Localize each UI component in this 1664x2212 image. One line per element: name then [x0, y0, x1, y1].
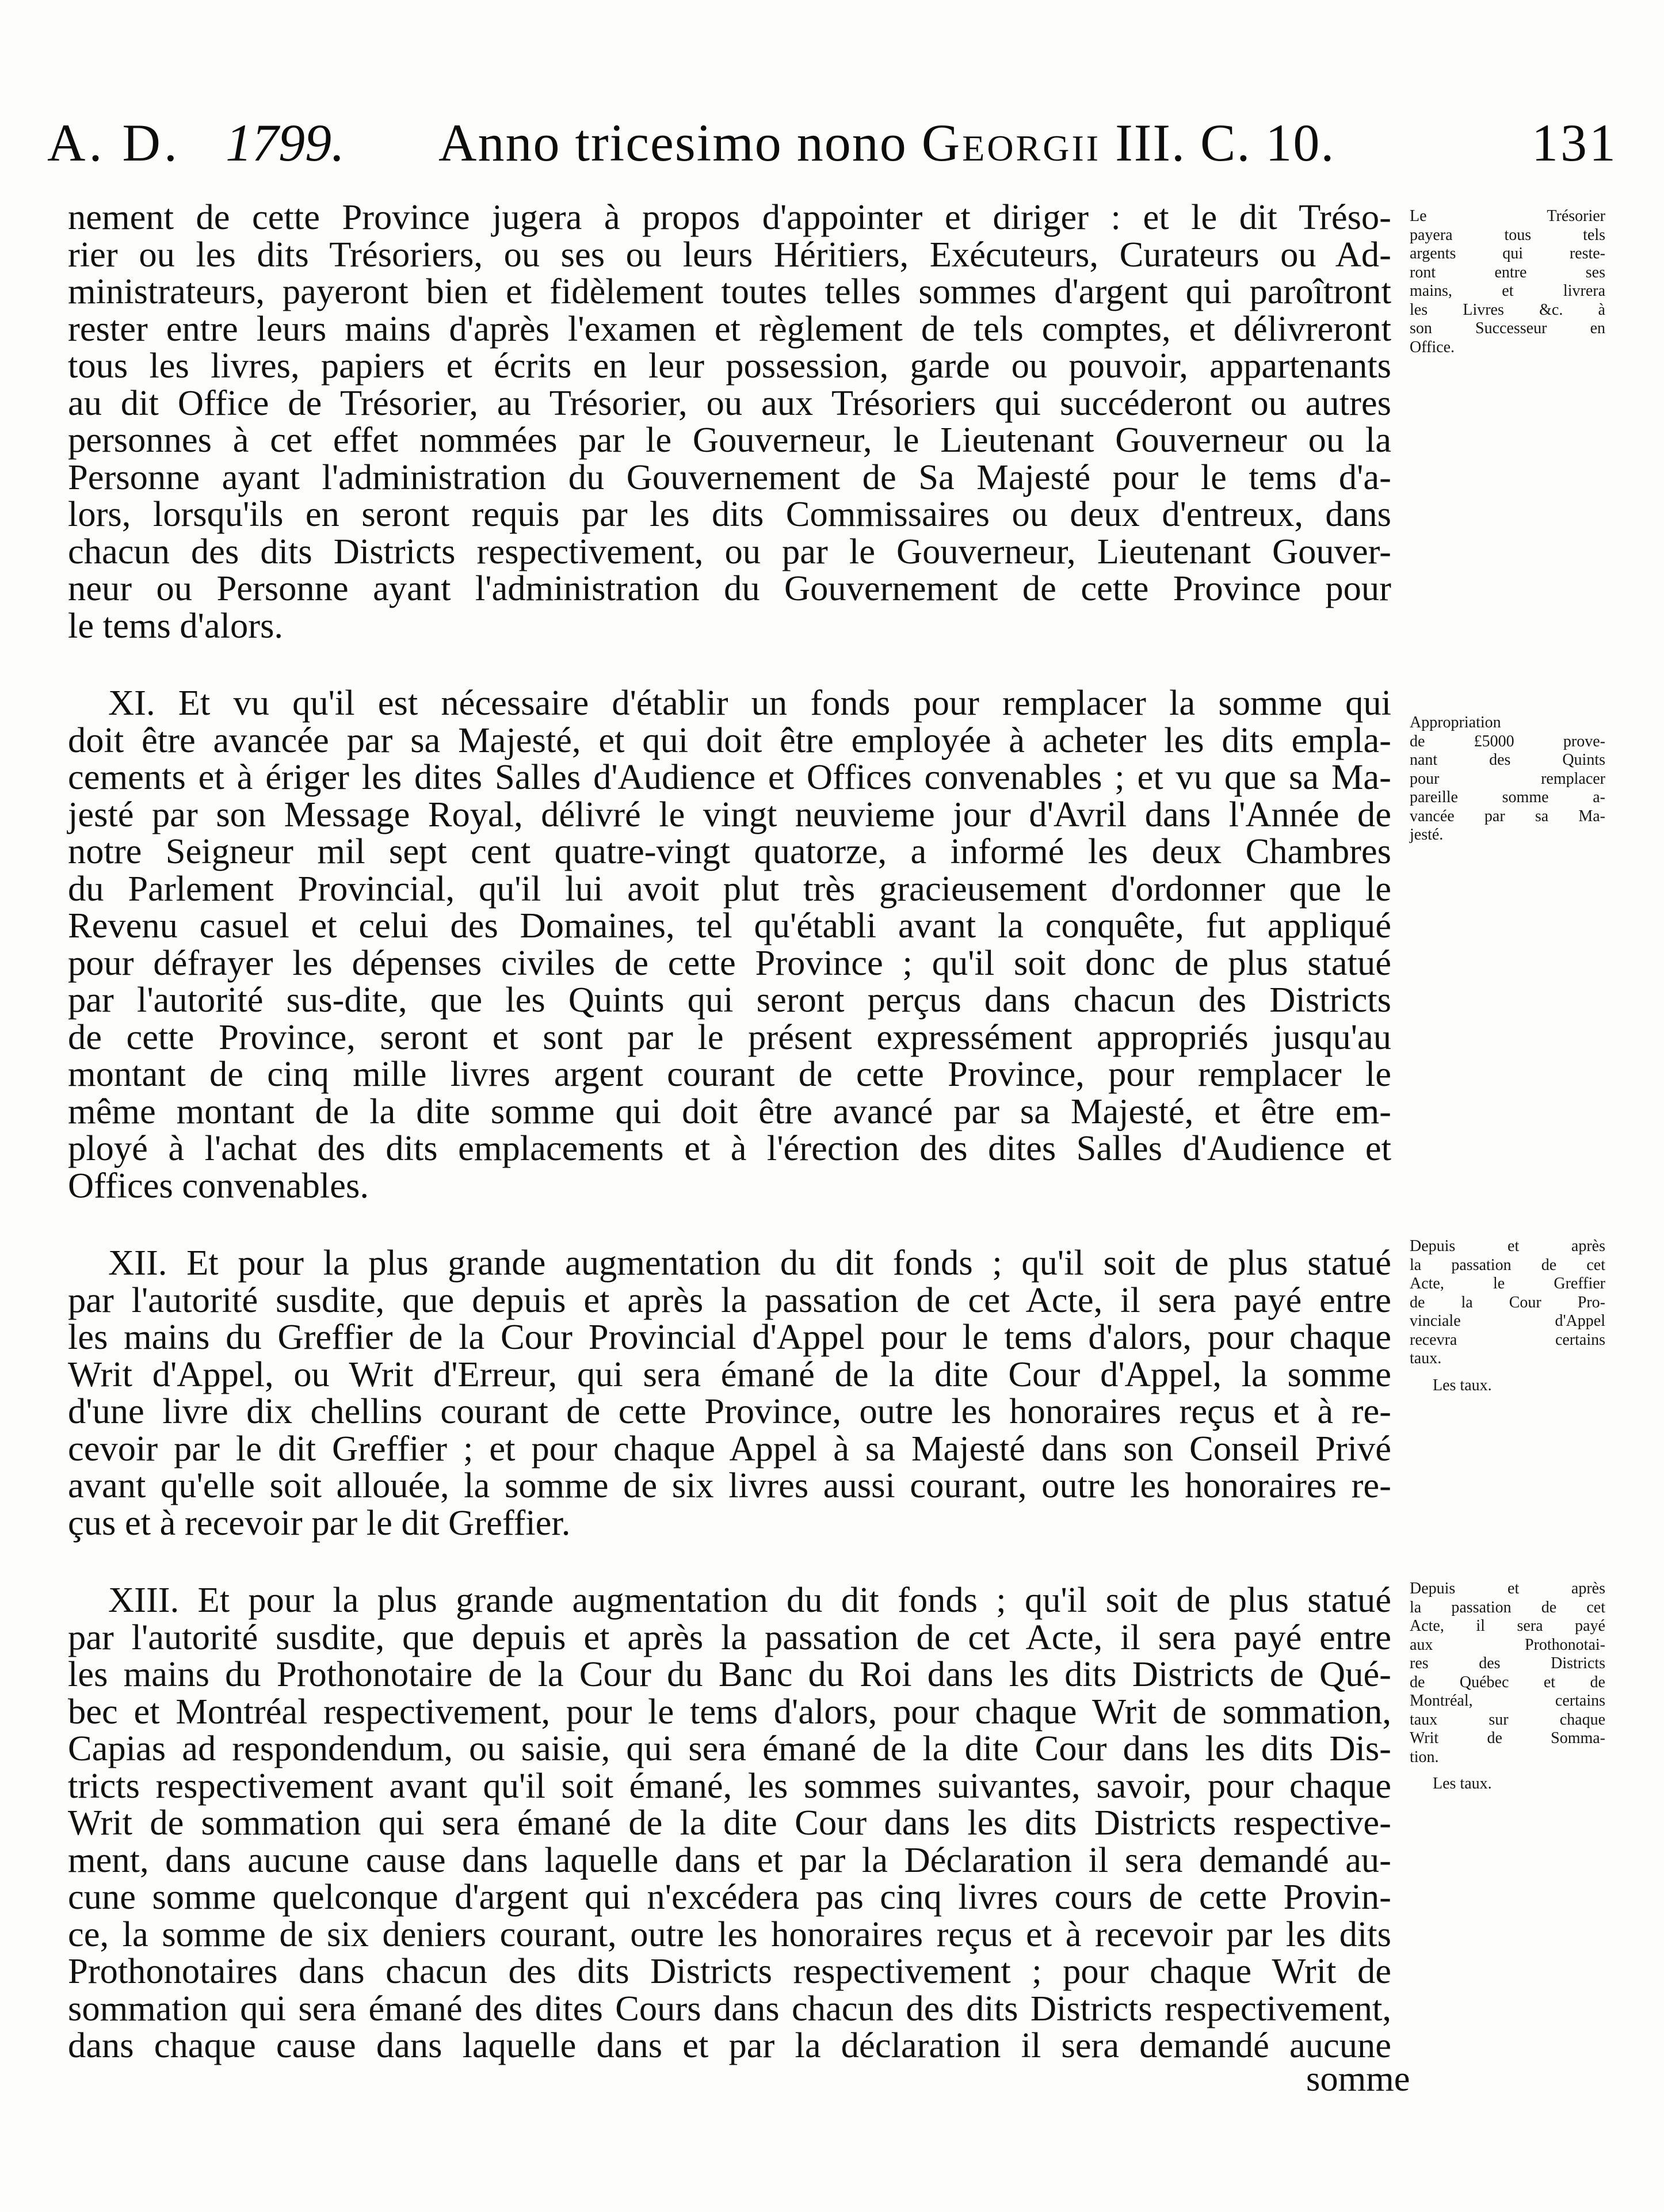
- catchword: somme: [1306, 2058, 1410, 2099]
- text-line: çus et à recevoir par le dit Greffier.: [68, 1502, 571, 1543]
- text-line: ment, dans aucune cause dans laquelle dans et par la Déclaration il sera demandé au-: [68, 1839, 1391, 1880]
- text-line: avant qu'elle soit allouée, la somme de six livres aussi courant, outre les honoraires re-: [68, 1465, 1391, 1505]
- margin-note-line: Acte, le Greffier: [1410, 1275, 1605, 1292]
- margin-note-line: taux sur chaque: [1410, 1710, 1605, 1729]
- text-line: ce, la somme de six deniers courant, outre les honoraires reçus et à recevoir par les dits: [68, 1913, 1391, 1954]
- text-line: le tems d'alors.: [68, 605, 284, 646]
- margin-note-line: de la Cour Pro-: [1410, 1293, 1605, 1311]
- margin-note-line: Acte, il sera payé: [1410, 1617, 1605, 1635]
- header-anno: Anno tricesimo nono: [438, 113, 907, 172]
- header-ad: A. D.: [47, 113, 181, 172]
- text-line: au dit Office de Trésorier, au Trésorier, ou aux Trésoriers qui succéderont ou autres: [68, 382, 1391, 423]
- margin-note-line: recevra certains: [1410, 1330, 1605, 1349]
- text-line: par l'autorité sus-dite, que les Quints qui seront perçus dans chacun des Districts: [68, 979, 1391, 1020]
- paragraph-section-xii: [68, 1244, 1391, 1541]
- margin-note-line: Depuis et après: [1410, 1237, 1605, 1255]
- paragraph-section-xi: [68, 684, 1391, 1204]
- text-line: rester entre leurs mains d'après l'examen et règlement de tels comptes, et délivreront: [68, 308, 1391, 349]
- margin-note-line: res des Districts: [1410, 1654, 1605, 1672]
- margin-note-line: son Successeur en: [1410, 319, 1605, 337]
- header-chapter: III. C. 10.: [1115, 113, 1335, 172]
- margin-note-prothonotaire: [1410, 1580, 1617, 1794]
- text-line: par l'autorité susdite, que depuis et après la passation de cet Acte, il sera payé entre: [68, 1616, 1391, 1657]
- margin-note-line: aux Prothonotai-: [1410, 1635, 1605, 1654]
- margin-note-tresorier: [1410, 207, 1617, 357]
- text-line: XII. Et pour la plus grande augmentation du dit fonds ; qu'il soit de plus statué: [108, 1242, 1391, 1283]
- text-line: dans chaque cause dans laquelle dans et par la déclaration il sera demandé aucune: [68, 2025, 1391, 2065]
- margin-note-taux: Les taux.: [1433, 1376, 1492, 1394]
- margin-note-line: vancée par sa Ma-: [1410, 807, 1605, 825]
- margin-note-line: Writ de Somma-: [1410, 1729, 1605, 1747]
- text-line: notre Seigneur mil sept cent quatre-vingt quatorze, a informé les deux Chambres: [68, 831, 1391, 871]
- text-line: sommation qui sera émané des dites Cours dans chacun des dits Districts respectivement,: [68, 1988, 1391, 2028]
- margin-note-line: taux.: [1410, 1349, 1442, 1367]
- text-line: cements et à ériger les dites Salles d'Audience et Offices convenables ; et vu que sa Ma-: [68, 757, 1391, 797]
- paragraph-section-xiii: [68, 1581, 1391, 2064]
- margin-note-line: de £5000 prove-: [1410, 732, 1605, 750]
- text-line: Offices convenables.: [68, 1165, 369, 1206]
- running-header: [47, 108, 1618, 177]
- paragraph-continued: [68, 199, 1391, 644]
- text-line: Prothonotaires dans chacun des dits Districts respectivement ; pour chaque Writ de: [68, 1951, 1391, 1991]
- margin-note-line: la passation de cet: [1410, 1598, 1605, 1616]
- margin-note-line: argents qui reste-: [1410, 245, 1605, 262]
- text-line: doit être avancée par sa Majesté, et qui doit être employée à acheter les dits empla-: [68, 719, 1391, 760]
- margin-note-line: Depuis et après: [1410, 1580, 1605, 1597]
- text-line: cune somme quelconque d'argent qui n'excédera pas cinq livres cours de cette Provin-: [68, 1877, 1391, 1917]
- text-line: même montant de la dite somme qui doit être avancé par sa Majesté, et être em-: [68, 1090, 1391, 1131]
- text-line: personnes à cet effet nommées par le Gouverneur, le Lieutenant Gouverneur ou la: [68, 419, 1391, 460]
- text-line: XI. Et vu qu'il est nécessaire d'établir un fonds pour remplacer la somme qui: [108, 682, 1391, 723]
- text-line: Writ d'Appel, ou Writ d'Erreur, qui sera émané de la dite Cour d'Appel, la somme: [68, 1353, 1391, 1394]
- margin-note-line: Appropriation: [1410, 714, 1501, 731]
- text-line: neur ou Personne ayant l'administration du Gouvernement de cette Province pour: [68, 568, 1391, 608]
- margin-note-line: payera tous tels: [1410, 226, 1605, 244]
- margin-note-taux: Les taux.: [1433, 1775, 1492, 1793]
- margin-note-greffier: [1410, 1237, 1617, 1395]
- margin-note-line: de Québec et de: [1410, 1673, 1605, 1691]
- text-line: ployé à l'achat des dits emplacements et à l'érection des dites Salles d'Audience et: [68, 1128, 1391, 1168]
- margin-note-appropriation: [1410, 714, 1617, 845]
- text-line: bec et Montréal respectivement, pour le tems d'alors, pour chaque Writ de sommation,: [68, 1691, 1391, 1732]
- text-line: de cette Province, seront et sont par le présent expressément appropriés jusqu'au: [68, 1016, 1391, 1057]
- header-regnal-title: [438, 108, 1335, 177]
- margin-note-line: Le Trésorier: [1410, 207, 1605, 225]
- text-line: par l'autorité susdite, que depuis et après la passation de cet Acte, il sera payé entre: [68, 1279, 1391, 1320]
- margin-note-line: les Livres &c. à: [1410, 300, 1605, 319]
- text-line: les mains du Greffier de la Cour Provincial d'Appel pour le tems d'alors, pour chaque: [68, 1317, 1391, 1357]
- text-line: du Parlement Provincial, qu'il lui avoit plut très gracieusement d'ordonner que le: [68, 868, 1391, 909]
- margin-note-line: la passation de cet: [1410, 1256, 1605, 1274]
- text-line: nement de cette Province jugera à propos d'appointer et diriger : et le dit Tréso-: [68, 197, 1391, 237]
- margin-note-line: Montréal, certains: [1410, 1692, 1605, 1710]
- margin-note-line: nant des Quints: [1410, 751, 1605, 769]
- text-line: chacun des dits Districts respectivement, ou par le Gouverneur, Lieutenant Gouver-: [68, 531, 1391, 571]
- text-line: Writ de sommation qui sera émané de la dite Cour dans les dits Districts respective-: [68, 1802, 1391, 1843]
- margin-note-line: pareille somme a-: [1410, 788, 1605, 806]
- text-line: d'une livre dix chellins courant de cette Province, outre les honoraires reçus et à re-: [68, 1391, 1391, 1431]
- text-line: montant de cinq mille livres argent courant de cette Province, pour remplacer le: [68, 1054, 1391, 1094]
- margin-note-line: ront entre ses: [1410, 263, 1605, 281]
- text-line: tricts respectivement avant qu'il soit émané, les sommes suivantes, savoir, pour chaque: [68, 1765, 1391, 1806]
- text-line: cevoir par le dit Greffier ; et pour chaque Appel à sa Majesté dans son Conseil Privé: [68, 1428, 1391, 1469]
- margin-note-line: vinciale d'Appel: [1410, 1312, 1605, 1330]
- margin-note-line: mains, et livrera: [1410, 282, 1605, 300]
- text-line: XIII. Et pour la plus grande augmentation du dit fonds ; qu'il soit de plus statué: [108, 1580, 1391, 1620]
- text-line: tous les livres, papiers et écrits en leur possession, garde ou pouvoir, appartenants: [68, 345, 1391, 386]
- text-line: jesté par son Message Royal, délivré le vingt neuvieme jour d'Avril dans l'Année de: [68, 794, 1391, 834]
- margin-note-line: Office.: [1410, 338, 1455, 356]
- page-number: 131: [1532, 113, 1618, 172]
- header-king: Georgii: [921, 113, 1101, 172]
- text-line: ministrateurs, payeront bien et fidèlement toutes telles sommes d'argent qui paroîtront: [68, 271, 1391, 311]
- margin-note-line: pour remplacer: [1410, 769, 1605, 788]
- text-line: Personne ayant l'administration du Gouvernement de Sa Majesté pour le tems d'a-: [68, 456, 1391, 497]
- margin-note-line: jesté.: [1410, 826, 1444, 844]
- header-year: 1799.: [226, 113, 345, 172]
- text-line: Capias ad respondendum, ou saisie, qui sera émané de la dite Cour dans les dits Dis-: [68, 1728, 1391, 1768]
- text-line: rier ou les dits Trésoriers, ou ses ou leurs Héritiers, Exécuteurs, Curateurs ou Ad-: [68, 234, 1391, 274]
- main-text: [68, 199, 1391, 2064]
- text-line: lors, lorsqu'ils en seront requis par les dits Commissaires ou deux d'entreux, dans: [68, 494, 1391, 534]
- text-line: les mains du Prothonotaire de la Cour du Banc du Roi dans les dits Districts de Qué-: [68, 1654, 1391, 1694]
- margin-note-line: tion.: [1410, 1748, 1439, 1766]
- text-line: Revenu casuel et celui des Domaines, tel qu'établi avant la conquête, fut appliqué: [68, 905, 1391, 945]
- text-line: pour défrayer les dépenses civiles de cette Province ; qu'il soit donc de plus statué: [68, 942, 1391, 983]
